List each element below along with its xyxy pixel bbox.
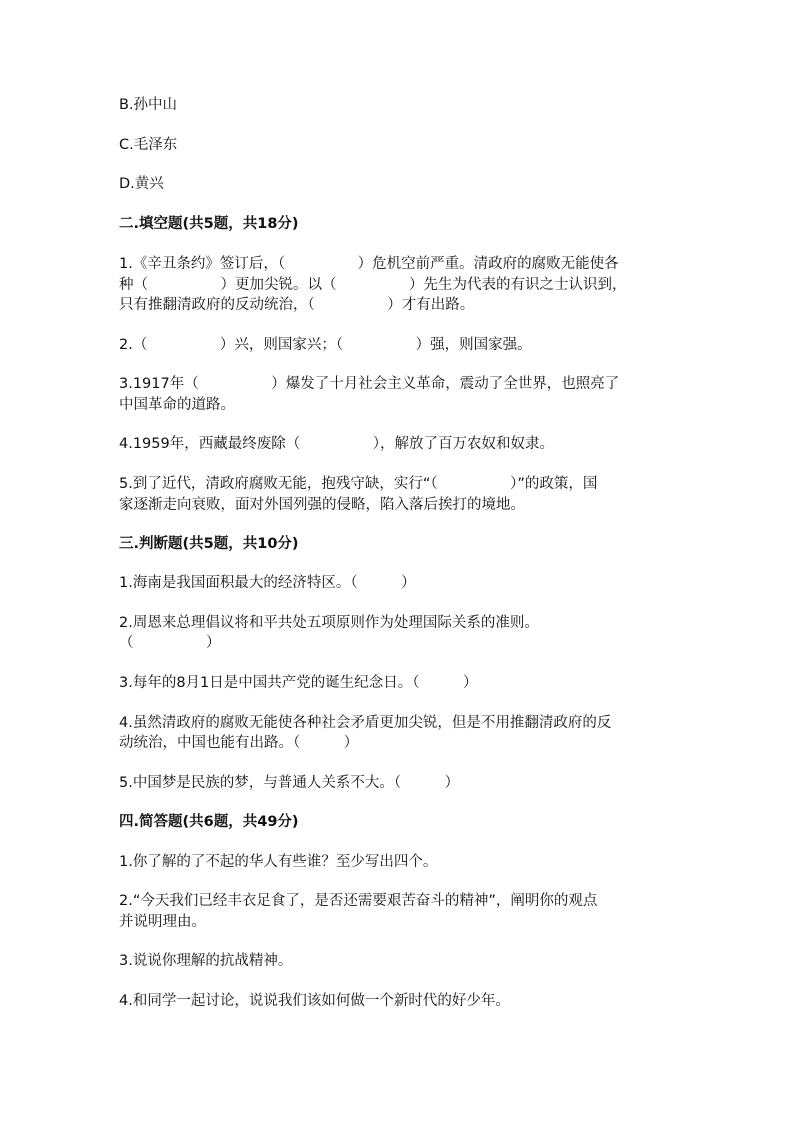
judge-q1: 1.海南是我国面积最大的经济特区。（ ） [119,575,416,591]
judge-q4-line2: 动统治，中国也能有出路。（ ） [119,735,359,751]
fill-q4: 4.1959年，西藏最终废除（ ），解放了百万农奴和奴隶。 [119,436,554,452]
option-b: B.孙中山 [119,97,178,113]
fill-q3-line2: 中国革命的道路。 [119,397,235,413]
short-q4: 4.和同学一起讨论，说说我们该如何做一个新时代的好少年。 [119,993,510,1009]
fill-q1-line1: 1.《辛丑条约》签订后，（ ）危机空前严重。清政府的腐败无能使各 [119,256,619,272]
section-3-heading: 三.判断题(共5题，共10分) [119,536,299,552]
judge-q4-line1: 4.虽然清政府的腐败无能使各种社会矛盾更加尖锐，但是不用推翻清政府的反 [119,715,612,731]
short-q3: 3.说说你理解的抗战精神。 [119,953,293,969]
fill-q3-line1: 3.1917年（ ）爆发了十月社会主义革命，震动了全世界，也照亮了 [119,376,620,392]
short-q2-line2: 并说明理由。 [119,914,206,930]
short-q2-line1: 2.“今天我们已经丰衣足食了，是否还需要艰苦奋斗的精神”，阐明你的观点 [119,893,598,909]
fill-q1-line3: 只有推翻清政府的反动统治，（ ）才有出路。 [119,297,475,313]
section-4-heading: 四.简答题(共6题，共49分) [119,814,299,830]
judge-q5: 5.中国梦是民族的梦，与普通人关系不大。（ ） [119,775,460,791]
fill-q5-line1: 5.到了近代，清政府腐败无能，抱残守缺，实行“（ ）”的政策，国 [119,476,598,492]
section-2-heading: 二.填空题(共5题，共18分) [119,216,299,232]
short-q1: 1.你了解的了不起的华人有些谁？至少写出四个。 [119,854,438,870]
option-d: D.黄兴 [119,176,164,192]
fill-q2: 2.（ ）兴，则国家兴；（ ）强，则国家强。 [119,337,532,353]
judge-q2-line2: （ ） [119,635,221,651]
fill-q1-line2: 种（ ）更加尖锐。以（ ）先生为代表的有识之士认识到， [119,277,627,293]
option-c: C.毛泽东 [119,137,178,153]
judge-q3: 3.每年的8月1日是中国共产党的诞生纪念日。（ ） [119,675,478,691]
fill-q5-line2: 家逐渐走向衰败，面对外国列强的侵略，陷入落后挨打的境地。 [119,497,525,513]
judge-q2-line1: 2.周恩来总理倡议将和平共处五项原则作为处理国际关系的准则。 [119,615,539,631]
